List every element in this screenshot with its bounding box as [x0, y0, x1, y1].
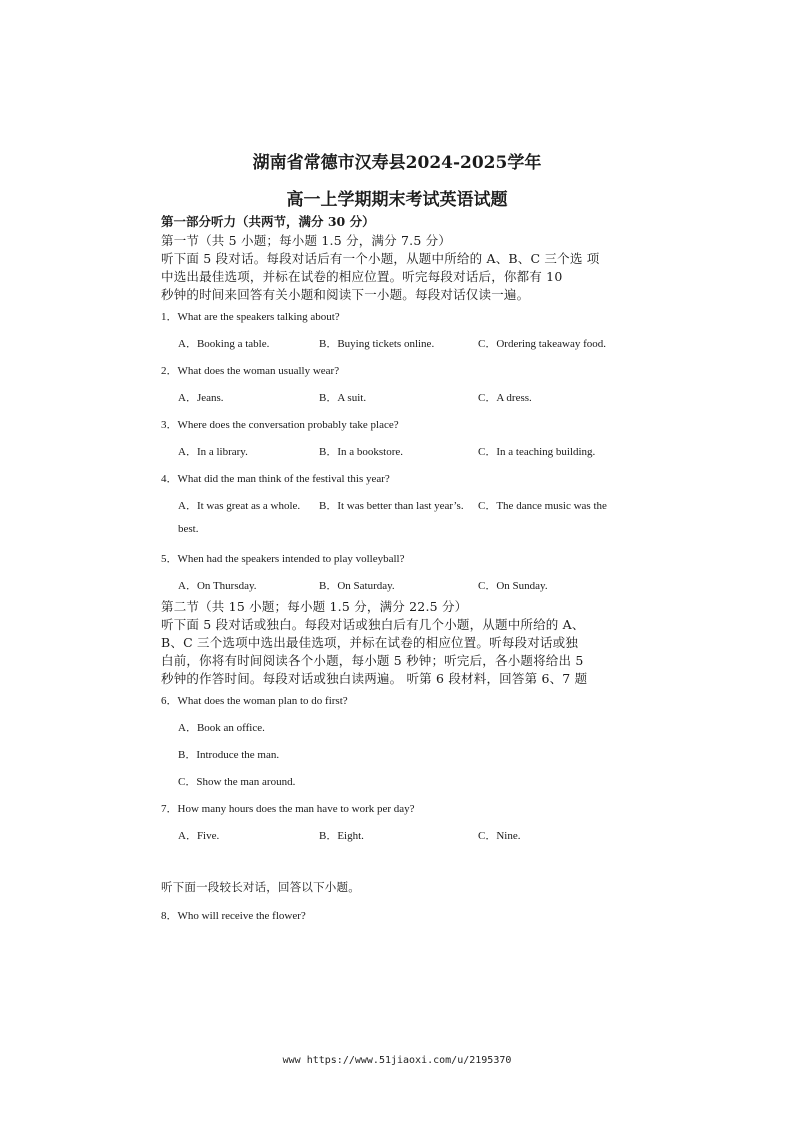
document-title-line-2: 高一上学期期末考试英语试题	[286, 190, 508, 210]
question-4-option-c-continuation: best.	[178, 523, 199, 535]
question-2-stem: 2．What does the woman usually wear?	[161, 365, 340, 377]
section-1-instruction: 秒钟的时间来回答有关小题和阅读下一小题。每段对话仅读一遍。	[161, 287, 530, 302]
document-title-line-1: 湖南省常德市汉寿县2024-2025学年	[252, 153, 542, 173]
question-4-option-a: A．It was great as a whole.	[178, 500, 301, 512]
question-8-stem: 8．Who will receive the flower?	[161, 910, 306, 922]
question-3-option-b: B．In a bookstore.	[319, 446, 404, 458]
question-6-option-a: A．Book an office.	[178, 722, 265, 734]
question-7-option-a: A．Five.	[178, 830, 220, 842]
question-7-stem: 7．How many hours does the man have to work per day?	[161, 803, 415, 815]
question-3-option-c: C．In a teaching building.	[478, 446, 596, 458]
long-dialogue-note: 听下面一段较长对话，回答以下小题。	[161, 880, 360, 894]
question-5-option-a: A．On Thursday.	[178, 580, 257, 592]
question-6-option-b: B．Introduce the man.	[178, 749, 280, 761]
section-2-heading: 第二节（共 15 小题；每小题 1.5 分，满分 22.5 分）	[161, 599, 468, 614]
question-4-option-b: B．It was better than last year’s.	[319, 500, 464, 512]
part-1-heading: 第一部分听力（共两节，满分 30 分）	[161, 214, 375, 229]
footer-url[interactable]: www https://www.51jiaoxi.com/u/2195370	[282, 1055, 512, 1066]
question-4-stem: 4．What did the man think of the festival this year?	[161, 473, 390, 485]
section-2-instruction: 听下面 5 段对话或独白。每段对话或独白后有几个小题，从题中所给的 A、	[161, 617, 585, 632]
section-2-instruction: 白前，你将有时间阅读各个小题，每小题 5 秒钟；听完后，各小题将给出 5	[161, 653, 584, 668]
question-1-option-a: A．Booking a table.	[178, 338, 270, 350]
section-2-instruction: 秒钟的作答时间。每段对话或独白读两遍。 听第 6 段材料，回答第 6、7 题	[161, 671, 588, 686]
question-3-option-a: A．In a library.	[178, 446, 248, 458]
question-1-option-b: B．Buying tickets online.	[319, 338, 435, 350]
question-2-option-c: C．A dress.	[478, 392, 532, 404]
question-5-option-b: B．On Saturday.	[319, 580, 395, 592]
question-2-option-b: B．A suit.	[319, 392, 367, 404]
question-1-stem: 1．What are the speakers talking about?	[161, 311, 340, 323]
question-3-stem: 3．Where does the conversation probably take place?	[161, 419, 399, 431]
question-2-option-a: A．Jeans.	[178, 392, 224, 404]
question-5-stem: 5．When had the speakers intended to play volleyball?	[161, 553, 405, 565]
question-6-option-c: C．Show the man around.	[178, 776, 296, 788]
question-1-option-c: C．Ordering takeaway food.	[478, 338, 606, 350]
question-7-option-c: C．Nine.	[478, 830, 521, 842]
section-2-instruction: B、C 三个选项中选出最佳选项，并标在试卷的相应位置。听每段对话或独	[161, 635, 579, 650]
question-5-option-c: C．On Sunday.	[478, 580, 548, 592]
question-4-option-c: C．The dance music was the	[478, 500, 607, 512]
section-1-instruction: 中选出最佳选项，并标在试卷的相应位置。听完每段对话后，你都有 10	[161, 269, 563, 284]
section-1-heading: 第一节（共 5 小题；每小题 1.5 分，满分 7.5 分）	[161, 233, 452, 248]
section-1-instruction: 听下面 5 段对话。每段对话后有一个小题，从题中所给的 A、B、C 三个选 项	[161, 251, 600, 266]
question-6-stem: 6．What does the woman plan to do first?	[161, 695, 348, 707]
question-7-option-b: B．Eight.	[319, 830, 364, 842]
